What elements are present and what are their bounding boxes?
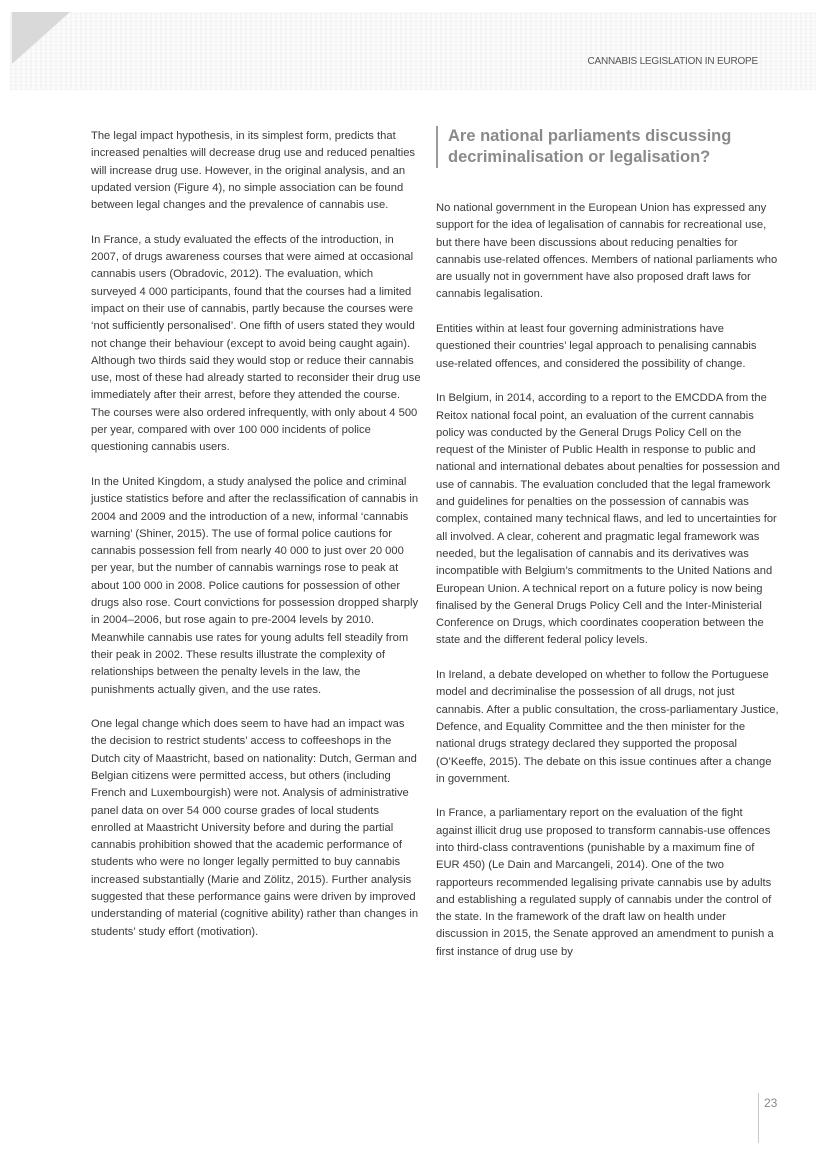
page-number-rule [758, 1093, 759, 1143]
page-number: 23 [764, 1096, 778, 1110]
paragraph-legal-impact: The legal impact hypothesis, in its simplest form, predicts that increased penalties will decrease drug use and reduced penalties will increase drug use. However, in the original analysis, and an updated version (Figure 4), no simple association can be found between legal changes and the prevalence of cannabis use. [91, 130, 416, 212]
paragraph-uk-study: In the United Kingdom, a study analysed the police and criminal justice statistics before and after the reclassification of cannabis in 2004 and 2009 and the introduction of a new, informal ‘cannabis warning’ (Shiner, 2015). The use of formal police cautions for cannabis possession fell from nearly 40 000 to just over 20 000 per year, but the number of cannabis warnings rose to peak at about 100 000 in 2008. Police cautions for possession of other drugs also rose. Court convictions for possession dropped sharply in 2004–2006, but rose again to pre-2004 levels by 2010. Meanwhile cannabis use rates for young adults fell steadily from their peak in 2002. These results illustrate the complexity of relationships between the penalty levels in the law, the punishments actually given, and the use rates. [91, 475, 419, 696]
paragraph-entities: Entities within at least four governing administrations have questioned their countries’ legal approach to penalising cannabis use-related offences, and considered the possibility of change. [436, 323, 757, 370]
paragraph-belgium: In Belgium, in 2014, according to a report to the EMCDDA from the Reitox national focal point, an evaluation of the current cannabis policy was conducted by the General Drugs Policy Cell on the request of the Minister of Public Health in response to public and national and international debates about penalties for possession and use of cannabis. The evaluation concluded that the legal framework and guidelines for penalties on the possession of cannabis was complex, contained many technical flaws, and led to uncertainties for all involved. A clear, coherent and pragmatic legal framework was needed, but the legalisation of cannabis and its derivatives was incompatible with Belgium’s commitments to the United Nations and European Union. A technical report on a future policy is now being finalised by the General Drugs Policy Cell and the Inter-Ministerial Conference on Drugs, which coordinates cooperation between the state and the different federal policy levels. [436, 392, 780, 647]
corner-triangle-decoration [12, 12, 70, 64]
section-heading: Are national parliaments discussing decriminalisation or legalisation? [436, 126, 748, 168]
paragraph-france-study: In France, a study evaluated the effects of the introduction, in 2007, of drugs awareness courses that were aimed at occasional cannabis users (Obradovic, 2012). The evaluation, which surveyed 4 000 participants, found that the courses had a limited impact on their use of cannabis, partly because the courses were ‘not sufficiently personalised’. One fifth of users stated they would not change their behaviour (except to avoid being caught again). Although two thirds said they would stop or reduce their cannabis use, most of these had already started to reconsider their drug use immediately after their arrest, before they attended the course. The courses were also ordered infrequently, with only about 4 500 per year, compared with over 100 000 incidents of police questioning cannabis users. [91, 233, 421, 454]
running-title: CANNABIS LEGISLATION IN EUROPE [587, 56, 758, 67]
paragraph-no-government: No national government in the European Union has expressed any support for the idea of legalisation of cannabis for recreational use, but there have been discussions about reducing penalties for cannabis use-related offences. Members of national parliaments who are usually not in government have also proposed draft laws for cannabis legalisation. [436, 202, 778, 301]
paragraph-ireland: In Ireland, a debate developed on whether to follow the Portuguese model and decriminalise the possession of all drugs, not just cannabis. After a public consultation, the cross-parliamentary Justice, Defence, and Equality Committee and the then minister for the national drugs strategy declared they supported the proposal (O’Keeffe, 2015). The debate on this issue continues after a change in government. [436, 669, 779, 785]
left-column [91, 128, 421, 958]
right-column [436, 128, 781, 978]
paragraph-maastricht: One legal change which does seem to have had an impact was the decision to restrict students’ access to coffeeshops in the Dutch city of Maastricht, based on nationality: Dutch, German and Belgian citizens were permitted access, but others (including French and Luxembourgish) were not. Analysis of administrative panel data on over 54 000 course grades of local students enrolled at Maastricht University before and during the partial cannabis prohibition showed that the academic performance of students who were no longer legally permitted to buy cannabis increased substantially (Marie and Zölitz, 2015). Further analysis suggested that these performance gains were driven by improved understanding of material (cognitive ability) rather than changes in students’ study effort (motivation). [91, 718, 419, 938]
paragraph-france-parliament: In France, a parliamentary report on the evaluation of the fight against illicit drug use proposed to transform cannabis-use offences into third-class contraventions (punishable by a maximum fine of EUR 450) (Le Dain and Marcangeli, 2014). One of the two rapporteurs recommended legalising private cannabis use by adults and establishing a regulated supply of cannabis under the control of the state. In the framework of the draft law on health under discussion in 2015, the Senate approved an amendment to punish a first instance of drug use by [436, 807, 774, 958]
header-band [10, 12, 816, 90]
heading-spacer [436, 168, 781, 200]
